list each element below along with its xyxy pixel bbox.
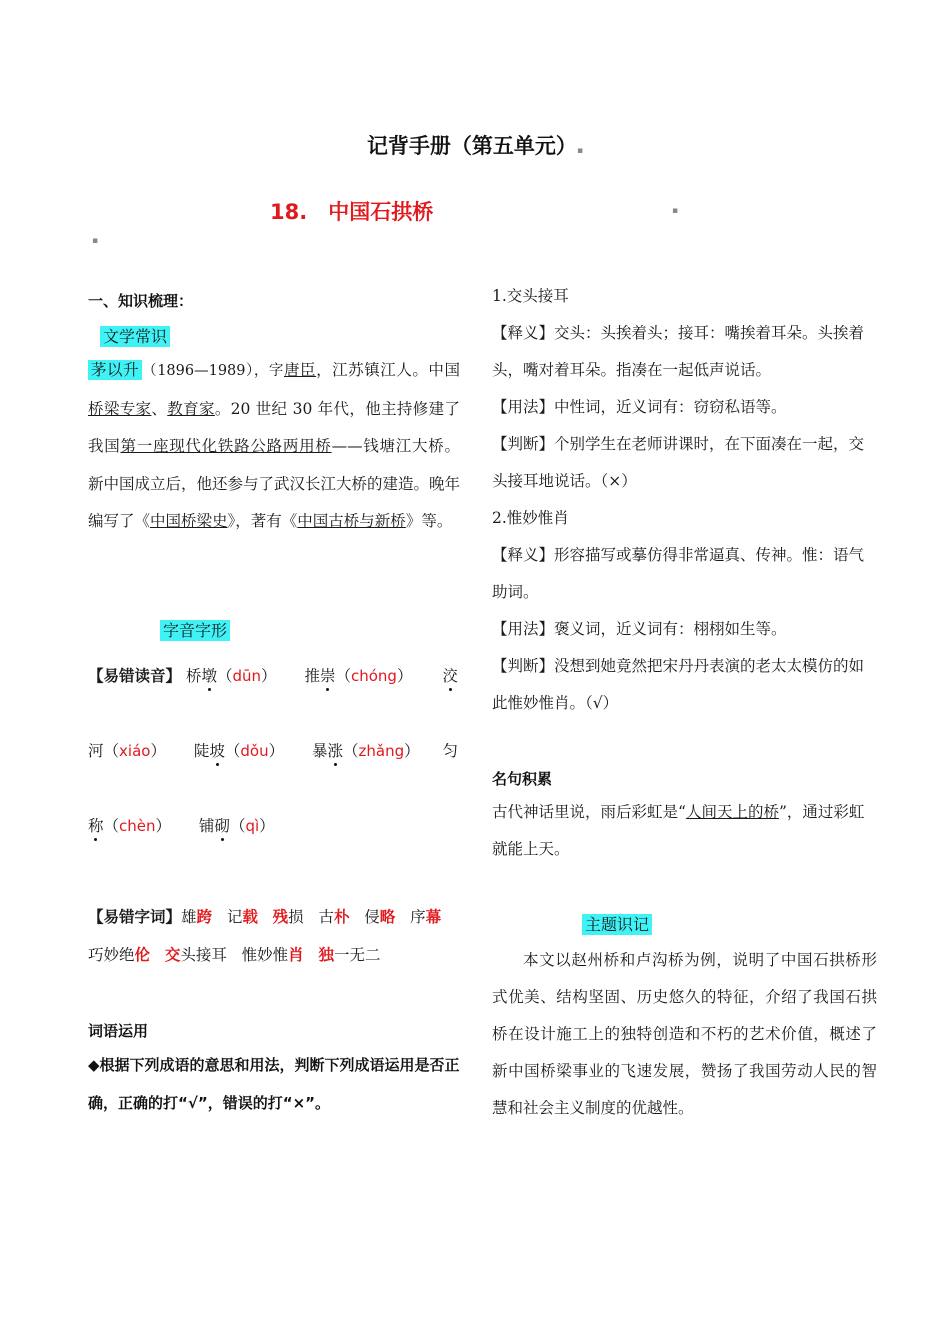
pronunciation-row-1: 【易错读音】 桥墩（dūn） 推崇（chóng） 洨 — [88, 666, 458, 685]
pron-item: 铺砌（qì） — [199, 817, 275, 835]
idiom-2-judge: 【判断】没想到她竟然把宋丹丹表演的老太太模仿的如此惟妙惟肖。（√） — [492, 657, 865, 712]
pron-item: 陡坡（dǒu） — [194, 742, 284, 760]
idiom-1-judge: 【判断】个别学生在老师讲课时，在下面凑在一起，交头接耳地说话。（×） — [492, 435, 865, 490]
idiom-2-title: 2.惟妙惟肖 — [492, 509, 569, 527]
idiom-1-usage: 【用法】中性词，近义词有：窃窃私语等。 — [492, 398, 787, 416]
pron-item: 称（chèn） — [88, 817, 171, 835]
literature-tag: 文学常识 — [100, 324, 170, 347]
error-prone-words: 【易错字词】雄跨 记载 残损 古朴 侵略 序幕 巧妙绝伦 交头接耳 惟妙惟肖 独一无二 — [88, 907, 442, 964]
quote-text: 古代神话里说，雨后彩虹是“人间天上的桥”，通过彩虹就能上天。 — [492, 803, 865, 858]
phonetic-tag: 字音字形 — [160, 618, 230, 641]
idiom-1-meaning: 【释义】交头：头挨着头；接耳：嘴挨着耳朵。头挨着头，嘴对着耳朵。指凑在一起低声说话。 — [492, 324, 865, 379]
lesson-title: 18. 中国石拱桥 — [270, 200, 434, 224]
pronunciation-row-2: 河（xiáo） 陡坡（dǒu） 暴涨（zhǎng） 匀 — [88, 739, 460, 769]
idiom-1-title: 1.交头接耳 — [492, 287, 569, 305]
quote-heading: 名句积累 — [492, 770, 553, 788]
pron-item: 桥墩（dūn） — [186, 667, 277, 685]
paragraph-mark: ▪ — [92, 236, 99, 246]
usage-heading: 词语运用 — [88, 1022, 149, 1040]
pron-item: 推崇（chóng） — [304, 667, 412, 685]
idiom-2-usage: 【用法】褒义词，近义词有：栩栩如生等。 — [492, 620, 787, 638]
pron-item: 暴涨（zhǎng） — [312, 742, 420, 760]
pronunciation-row-3 — [88, 814, 460, 844]
usage-instruction: ◆根据下列成语的意思和用法，判断下列成语运用是否正确，正确的打“√”，错误的打“×”。 — [88, 1056, 460, 1112]
theme-tag: 主题识记 — [582, 912, 652, 935]
pron-item: 河（xiáo） — [88, 742, 166, 760]
section-heading: 一、知识梳理： — [88, 292, 194, 310]
author-bio: 茅以升 （1896—1989），字唐臣，江苏镇江人。中国桥梁专家、教育家。20 世纪 30 年代，他主持修建了我国第一座现代化铁路公路两用桥——钱塘江大桥。新中国成立后，他还参与了武汉长江大桥的建造。晚年编写了《中国桥梁史》，著有《中国古桥与新桥》等。 — [88, 361, 461, 530]
page-title: 记背手册（第五单元）▪ — [366, 134, 584, 158]
theme-text: 本文以赵州桥和卢沟桥为例，说明了中国石拱桥形式优美、结构坚固、历史悠久的特征，介绍了我国石拱桥在设计施工上的独特创造和不朽的艺术价值，概述了新中国桥梁事业的飞速发展，赞扬了我国劳动人民的智慧和社会主义制度的优越性。 — [492, 951, 877, 1117]
paragraph-mark: ▪ — [672, 206, 679, 216]
idiom-2-meaning: 【释义】形容描写或摹仿得非常逼真、传神。惟：语气助词。 — [492, 546, 865, 601]
